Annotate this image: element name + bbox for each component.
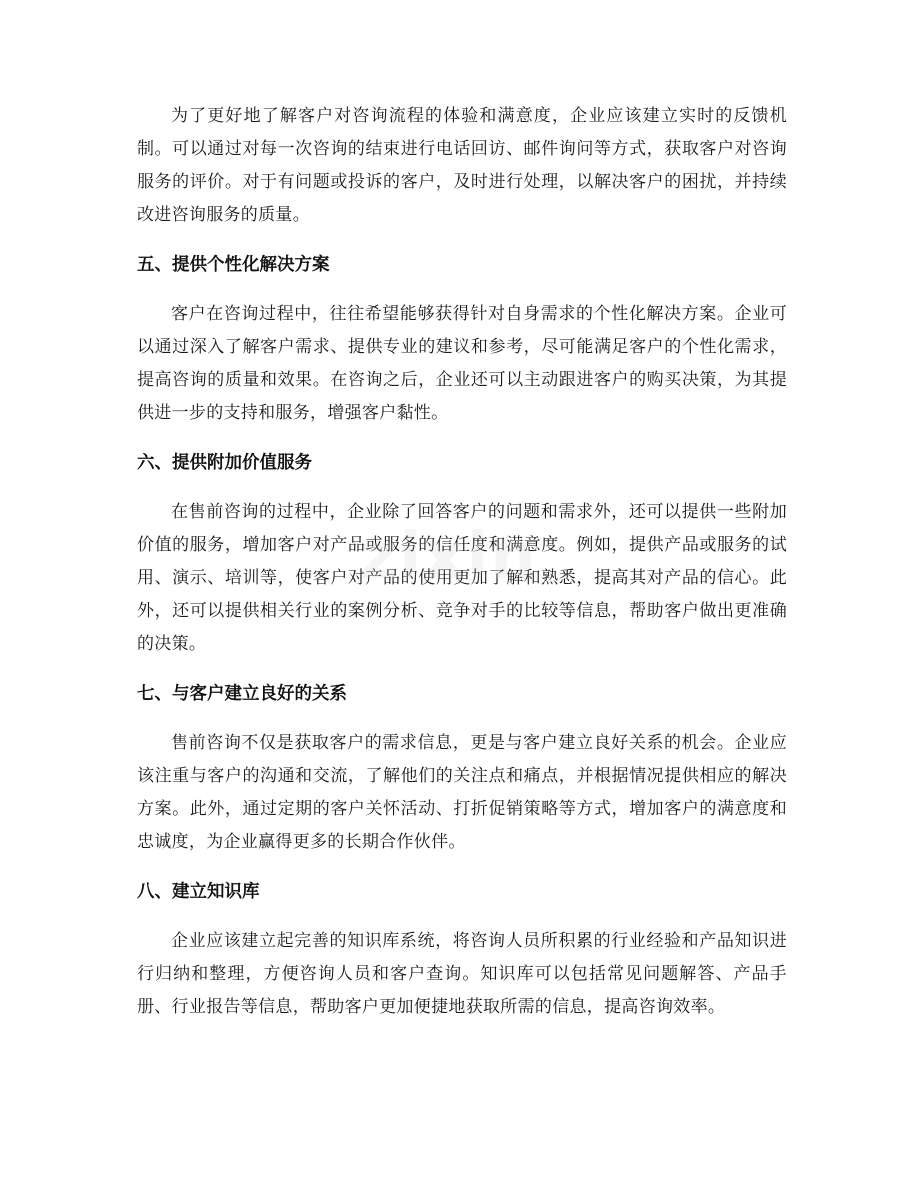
document-content: [137, 100, 787, 1024]
paragraph-knowledge-base: 企业应该建立起完善的知识库系统，将咨询人员所积累的行业经验和产品知识进行归纳和整理，方便咨询人员和客户查询。知识库可以包括常见问题解答、产品手册、行业报告等信息，帮助客户更加便捷地获取所需的信息，提高咨询效率。: [137, 931, 787, 1017]
paragraph-value-added-services: 在售前咨询的过程中，企业除了回答客户的问题和需求外，还可以提供一些附加价值的服务，增加客户对产品或服务的信任度和满意度。例如，提供产品或服务的试用、演示、培训等，使客户对产品的使用更加了解和熟悉，提高其对产品的信心。此外，还可以提供相关行业的案例分析、竞争对手的比较等信息，帮助客户做出更准确的决策。: [137, 502, 787, 654]
heading-section-8: 八、建立知识库: [137, 882, 260, 902]
paragraph-customer-relationship: 售前咨询不仅是获取客户的需求信息，更是与客户建立良好关系的机会。企业应该注重与客户的沟通和交流，了解他们的关注点和痛点，并根据情况提供相应的解决方案。此外，通过定期的客户关怀活动、打折促销策略等方式，增加客户的满意度和忠诚度，为企业赢得更多的长期合作伙伴。: [137, 733, 787, 852]
heading-section-5: 五、提供个性化解决方案: [137, 255, 330, 275]
paragraph-personalized-solutions: 客户在咨询过程中，往往希望能够获得针对自身需求的个性化解决方案。企业可以通过深入了解客户需求、提供专业的建议和参考，尽可能满足客户的个性化需求，提高咨询的质量和效果。在咨询之后，企业还可以主动跟进客户的购买决策，为其提供进一步的支持和服务，增强客户黏性。: [137, 304, 787, 423]
heading-section-6: 六、提供附加价值服务: [137, 453, 312, 473]
heading-section-7: 七、与客户建立良好的关系: [137, 684, 347, 704]
watermark-text: zixin: [360, 520, 538, 594]
paragraph-feedback: 为了更好地了解客户对咨询流程的体验和满意度，企业应该建立实时的反馈机制。可以通过对每一次咨询的结束进行电话回访、邮件询问等方式，获取客户对咨询服务的评价。对于有问题或投诉的客户，及时进行处理，以解决客户的困扰，并持续改进咨询服务的质量。: [137, 106, 787, 225]
